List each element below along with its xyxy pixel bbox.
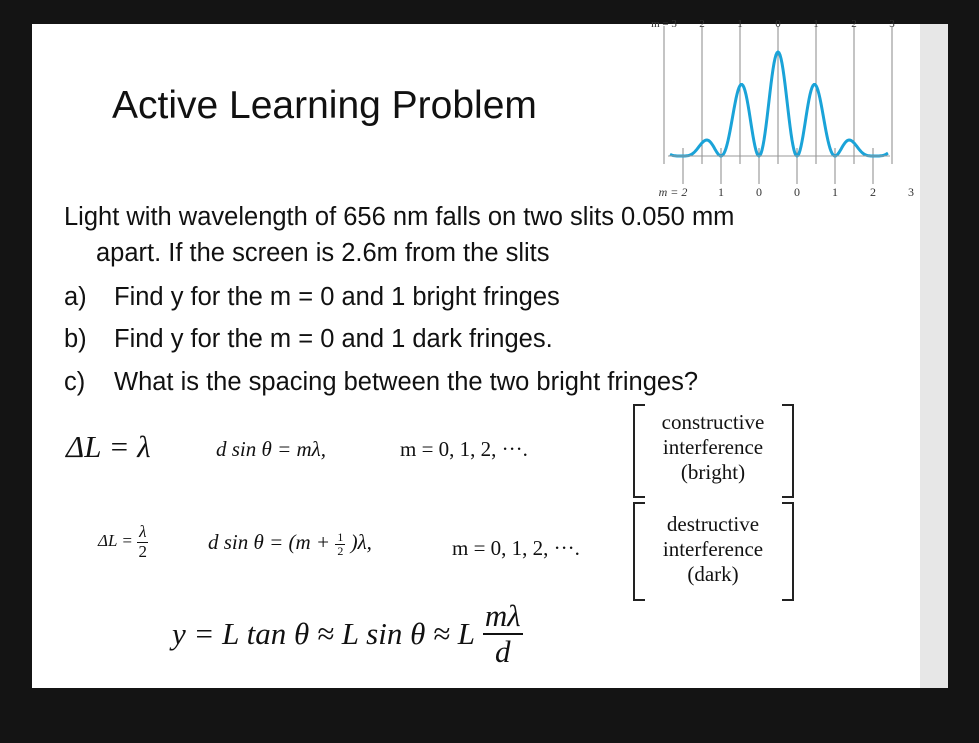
destructive-m-values: m = 0, 1, 2, ···. [452, 536, 580, 560]
figure-bottom-label: 0 [794, 185, 800, 199]
problem-line-1: Light with wavelength of 656 nm falls on two slits 0.050 mm [64, 203, 735, 231]
figure-top-label: 1 [813, 18, 819, 30]
item-c-text: What is the spacing between the two bright fringes? [114, 368, 698, 396]
one-half [335, 531, 345, 558]
constructive-m-values: m = 0, 1, 2, ···. [400, 437, 528, 461]
destructive-path-difference [98, 523, 148, 561]
position-formula [172, 599, 523, 669]
destructive-label-line-3: (dark) [687, 562, 739, 586]
problem-line-2: apart. If the screen is 2.6m from the slits [96, 239, 550, 267]
constructive-label-line-1: constructive [661, 410, 765, 434]
constructive-label-line-3: (bright) [680, 460, 746, 484]
item-b-marker: b) [64, 325, 87, 353]
destructive-condition [208, 530, 372, 558]
destructive-condition-pre: d sin θ = (m + [208, 530, 331, 554]
figure-bottom-label: m = 2 [658, 185, 688, 199]
destructive-label-box [643, 512, 783, 587]
figure-bottom-label: 3 [908, 185, 914, 199]
constructive-bracket-right [782, 404, 794, 498]
destructive-condition-post: )λ, [350, 530, 372, 554]
constructive-label-line-2: interference [662, 435, 764, 459]
right-gutter [920, 24, 948, 688]
one-half-denominator: 2 [337, 543, 344, 558]
lambda-over-two-denominator: 2 [138, 541, 148, 561]
destructive-bracket-right [782, 502, 794, 601]
figure-bottom-label: 1 [832, 185, 838, 199]
figure-top-label: 1 [737, 18, 743, 30]
interference-pattern-figure [651, 18, 914, 204]
figure-top-label: 2 [851, 18, 857, 30]
figure-top-label: 0 [775, 18, 781, 30]
slide [32, 18, 920, 688]
constructive-condition: d sin θ = mλ, [216, 437, 327, 461]
constructive-path-difference: ΔL = λ [66, 429, 151, 464]
destructive-label-line-1: destructive [666, 512, 760, 536]
d-denominator: d [494, 634, 511, 670]
figure-top-label: 3 [889, 18, 895, 30]
figure-top-label: 2 [699, 18, 705, 30]
item-b-text: Find y for the m = 0 and 1 dark fringes. [114, 325, 553, 353]
destructive-label-line-2: interference [662, 537, 764, 561]
lambda-over-two [137, 523, 148, 561]
one-half-numerator: 1 [337, 529, 344, 544]
lambda-over-two-numerator: λ [139, 522, 147, 541]
figure-top-label: m = 3 [651, 18, 677, 30]
position-formula-lhs: y = L tan θ ≈ L sin θ ≈ L [172, 616, 476, 652]
constructive-label-box [643, 410, 783, 485]
item-a-text: Find y for the m = 0 and 1 bright fringes [114, 283, 560, 311]
slide-title: Active Learning Problem [112, 84, 537, 127]
m-lambda-numerator: mλ [483, 599, 523, 635]
figure-bottom-label: 0 [756, 185, 762, 199]
m-lambda-over-d [483, 599, 523, 669]
item-c-marker: c) [64, 368, 86, 396]
figure-bottom-label: 1 [718, 185, 724, 199]
figure-bottom-label: 2 [870, 185, 876, 199]
destructive-path-lhs: ΔL = [98, 531, 133, 551]
item-a-marker: a) [64, 283, 87, 311]
